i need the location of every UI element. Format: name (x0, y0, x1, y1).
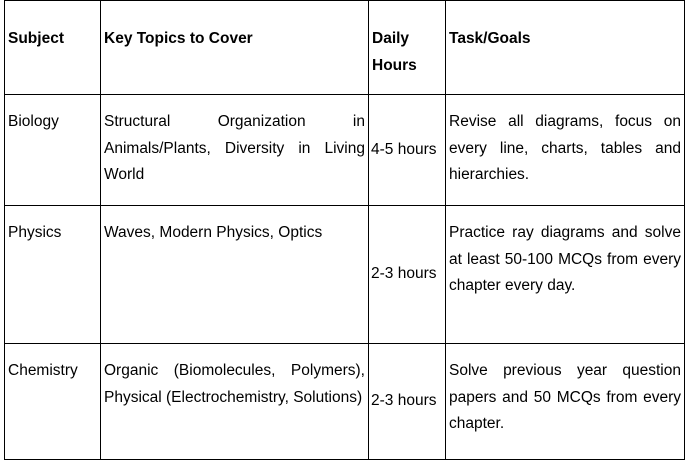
table-row (5, 206, 685, 344)
cell-hours: 2-3 hours (369, 206, 446, 344)
cell-hours: 4-5 hours (369, 95, 446, 206)
cell-subject: Biology (5, 95, 101, 206)
cell-topics: Waves, Modern Physics, Optics (101, 206, 369, 344)
cell-hours: 2-3 hours (369, 344, 446, 460)
header-task-goals: Task/Goals (446, 1, 685, 95)
cell-tasks: Revise all diagrams, focus on every line, charts, tables and hierarchies. (446, 95, 685, 206)
header-subject: Subject (5, 1, 101, 95)
cell-subject: Physics (5, 206, 101, 344)
study-plan-container (4, 0, 685, 460)
cell-topics: Organic (Biomolecules, Polymers), Physical (Electrochemistry, Solutions) (101, 344, 369, 460)
table-row (5, 344, 685, 460)
cell-tasks: Solve previous year question papers and 50 MCQs from every chapter. (446, 344, 685, 460)
table-header-row (5, 1, 685, 95)
cell-subject: Chemistry (5, 344, 101, 460)
table-row (5, 95, 685, 206)
header-daily-hours: Daily Hours (369, 1, 446, 95)
study-plan-table (4, 0, 685, 460)
cell-topics: Structural Organization in Animals/Plants, Diversity in Living World (101, 95, 369, 206)
cell-tasks: Practice ray diagrams and solve at least 50-100 MCQs from every chapter every day. (446, 206, 685, 344)
header-key-topics: Key Topics to Cover (101, 1, 369, 95)
